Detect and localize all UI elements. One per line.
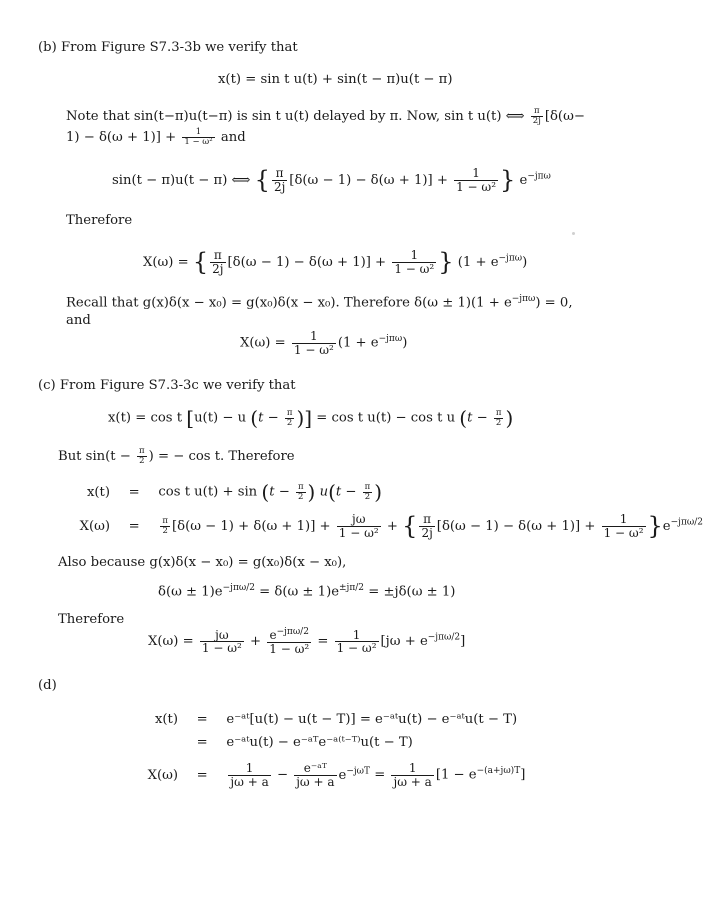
part-b-equation-3: X(ω) = { $\frac{\pi}{2j}$ [δ(ω − 1) − δ(ω + 1)] + $\frac{1}{\text{1 − ω²}}$ } $(1 + e^{-j\pi\omega})$	[143, 248, 528, 276]
part-b-note-line-1: Note that sin(t−π)u(t−π) is sin t u(t) delayed by π. Now, sin t u(t) ⟺ $\frac{\pi}{2j}$ [δ(ω−	[66, 106, 585, 126]
part-c-also-line: Also because g(x)δ(x − x₀) = g(x₀)δ(x − x₀),	[58, 555, 347, 570]
part-c-intro-line: (c) From Figure S7.3-3c we verify that	[38, 378, 296, 393]
part-b-intro-line	[38, 40, 298, 56]
part-c-row-1: x(t) = cos t u(t) + sin (t − $\frac{\pi}{2}$ ) u(t − $\frac{\pi}{2}$ )	[86, 480, 383, 504]
part-b-label: (b)	[38, 40, 57, 55]
part-b-equation-4: X(ω) = $\frac{1}{\text{1 − ω²}}$ $(1 + e^{-j\pi\omega})$	[240, 329, 408, 357]
part-d-label: (d)	[38, 678, 57, 693]
scan-speck	[572, 232, 575, 235]
part-c-row-2: X(ω) = $\frac{\pi}{2}$ [δ(ω − 1) + δ(ω + 1)] + $\frac{j\omega}{\text{1 − ω²}}$ + { $\frac{\pi}{2j}$ [δ(ω − 1) − δ(ω + 1)] + $\frac{1}{\text{1 − ω²}}$ }$e^{-j\pi\omega/2}$	[79, 512, 703, 540]
part-c-final-equation: X(ω) = $\frac{j\omega}{\text{1 − ω²}}$ + $\frac{e^{-j\pi\omega/2}}{\text{1 − ω²}}$ = $\frac{1}{\text{1 − ω²}}$ $[j\omega + e^{-j\pi\omega/2}]$	[148, 627, 466, 656]
part-c-label: (c)	[38, 378, 56, 393]
part-d-row-3: X(ω) = $\frac{1}{j\omega + a}$ − $\frac{\text{e⁻ᵃᵀ}}{j\omega + a}$ $e^{-j\omega T}$ = $\frac{1}{j\omega + a}$ $[1 - e^{-(a+j\omega)T}]$	[147, 761, 526, 789]
fraction-1-over-1-minus-w2: $\frac{1}{\text{1 − ω²}}$	[184, 127, 213, 147]
part-b-therefore: Therefore	[66, 213, 133, 228]
part-b-intro: From Figure S7.3-3b we verify that	[60, 40, 298, 55]
part-c-equation-1: x(t) = cos t [u(t) − u (t − $\frac{\pi}{2}$ )] = cos t u(t) − cos t u (t − $\frac{\pi}{2}$ )	[108, 406, 514, 430]
part-d-row-1: x(t) = e⁻ᵃᵗ[u(t) − u(t − T)] = e⁻ᵃᵗu(t) − e⁻ᵃᵗu(t − T)	[154, 712, 518, 727]
part-d-row-2: = e⁻ᵃᵗu(t) − e⁻ᵃᵀe⁻ᵃ⁽ᵗ⁻ᵀ⁾u(t − T)	[196, 735, 413, 750]
part-c-delta-equation: $\delta(\omega \pm 1)e^{-j\pi\omega/2} = \delta(\omega \pm 1)e^{\pm j\pi/2} = \pm j\delta(\omega \pm 1)$	[158, 583, 456, 600]
fraction-pi-over-2j: $\frac{\pi}{2j}$	[532, 106, 541, 126]
part-b-recall-line: Recall that g(x)δ(x − x₀) = g(x₀)δ(x − x₀). Therefore $\delta(\omega \pm 1)(1 + e^{-j\pi\omega}) = 0$,	[66, 294, 573, 311]
part-b-equation-1: x(t) = sin t u(t) + sin(t − π)u(t − π)	[218, 72, 453, 87]
part-b-and: and	[66, 313, 91, 328]
part-c-therefore: Therefore	[58, 612, 125, 627]
part-c-but-line: But sin(t − $\frac{\pi}{2}$ ) = − cos t. Therefore	[58, 446, 295, 466]
part-b-equation-2: sin(t − π)u(t − π) ⟺ { $\frac{\pi}{2j}$ [δ(ω − 1) − δ(ω + 1)] + $\frac{1}{\text{1 − ω²}}$ } $e^{-j\pi\omega}$	[112, 166, 551, 194]
part-b-note-line-2: 1) − δ(ω + 1)] + $\frac{1}{\text{1 − ω²}}$ and	[66, 127, 246, 147]
